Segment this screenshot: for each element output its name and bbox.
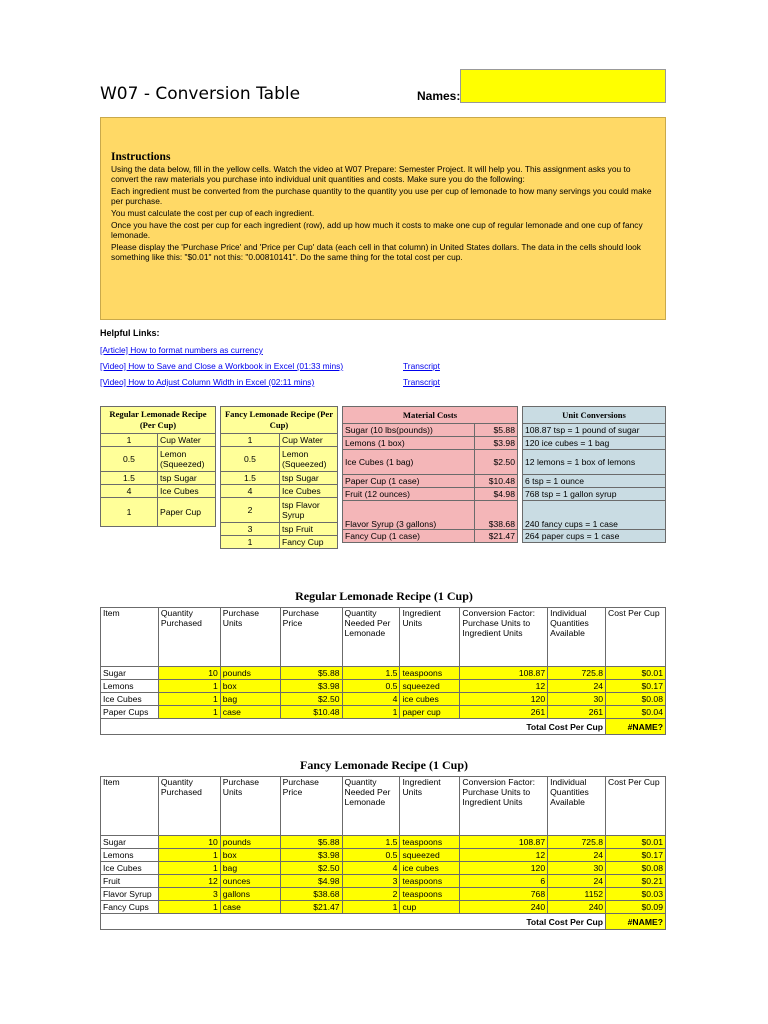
table-row: Ice Cubes 1 bag $2.50 4 ice cubes 120 30 $0.08 — [101, 693, 666, 706]
table-header-row — [101, 777, 666, 836]
column-header: Ingredient Units — [400, 608, 460, 667]
names-label: Names: — [417, 89, 461, 103]
total-value[interactable]: #NAME? — [606, 914, 666, 930]
table-row: Lemons 1 box $3.98 0.5 squeezed 12 24 $0.17 — [101, 680, 666, 693]
table-row: 6 tsp = 1 ounce — [523, 475, 666, 488]
instructions-paragraph: Once you have the cost per cup for each ingredient (row), add up how much it costs to make one cup of regular lemonade and one cup of fancy lemonade. — [111, 220, 643, 240]
material-costs-header: Material Costs — [343, 407, 518, 424]
table-row: 4 Ice Cubes — [221, 485, 338, 498]
table-row: 108.87 tsp = 1 pound of sugar — [523, 424, 666, 437]
table-header-row — [101, 608, 666, 667]
link-transcript-2[interactable]: Transcript — [403, 377, 440, 387]
instructions-paragraph: You must calculate the cost per cup of each ingredient. — [111, 208, 315, 218]
column-header: Quantity Needed Per Lemonade — [342, 777, 400, 836]
fancy-lemonade-table — [100, 776, 666, 930]
instructions-paragraph: Please display the 'Purchase Price' and 'Price per Cup' data (each cell in that column) in United States dollars. The data in the cells should look something like this: "$0.01" not this: "0.00810141". Do the same thing for the total cost per cup. — [111, 242, 641, 262]
instructions-paragraph: Using the data below, fill in the yellow cells. Watch the video at W07 Prepare: Semester Project. It will help you. This assignment asks you to convert the raw materials you purchase into individual unit quantities and costs. Make sure you do the following: — [111, 164, 631, 184]
link-format-currency[interactable]: [Article] How to format numbers as currency — [100, 345, 263, 355]
table-row: 240 fancy cups = 1 case — [523, 501, 666, 530]
link-transcript-1[interactable]: Transcript — [403, 361, 440, 371]
table-row: Sugar 10 pounds $5.88 1.5 teaspoons 108.87 725.8 $0.01 — [101, 836, 666, 849]
link-save-close-workbook[interactable]: [Video] How to Save and Close a Workbook in Excel (01:33 mins) — [100, 361, 344, 371]
column-header: Cost Per Cup — [606, 777, 666, 836]
column-header: Conversion Factor: Purchase Units to Ingredient Units — [460, 608, 548, 667]
helpful-links-label: Helpful Links: — [100, 328, 160, 338]
total-row — [101, 719, 666, 735]
link-adjust-column-width[interactable]: [Video] How to Adjust Column Width in Excel (02:11 mins) — [100, 377, 315, 387]
column-header: Quantity Purchased — [158, 777, 220, 836]
table-row: Lemons (1 box) $3.98 — [343, 437, 518, 450]
table-row: Ice Cubes 1 bag $2.50 4 ice cubes 120 30 $0.08 — [101, 862, 666, 875]
table-row: 0.5 Lemon (Squeezed) — [221, 447, 338, 472]
table-row: 1 Cup Water — [221, 434, 338, 447]
regular-table-title: Regular Lemonade Recipe (1 Cup) — [295, 589, 473, 603]
column-header: Purchase Price — [280, 608, 342, 667]
unit-conversions-table — [522, 406, 666, 543]
column-header: Conversion Factor: Purchase Units to Ingredient Units — [460, 777, 548, 836]
table-row: 1 Fancy Cup — [221, 536, 338, 549]
table-row: 3 tsp Fruit — [221, 523, 338, 536]
instructions-paragraph: Each ingredient must be converted from the purchase quantity to the quantity you use per cup of lemonade to how many servings you could make per purchase. — [111, 186, 652, 206]
column-header: Purchase Price — [280, 777, 342, 836]
column-header: Purchase Units — [220, 777, 280, 836]
total-label: Total Cost Per Cup — [101, 719, 606, 735]
instructions-box — [100, 117, 666, 320]
page-title: W07 - Conversion Table — [100, 84, 301, 104]
table-row: Sugar (10 lbs(pounds)) $5.88 — [343, 424, 518, 437]
column-header: Ingredient Units — [400, 777, 460, 836]
table-row: Fruit 12 ounces $4.98 3 teaspoons 6 24 $0.21 — [101, 875, 666, 888]
total-value[interactable]: #NAME? — [606, 719, 666, 735]
table-row: 1 Cup Water — [101, 434, 216, 447]
fancy-recipe-table — [220, 406, 338, 549]
column-header: Quantity Needed Per Lemonade — [342, 608, 400, 667]
column-header: Individual Quantities Available — [548, 777, 606, 836]
table-row: Paper Cups 1 case $10.48 1 paper cup 261 261 $0.04 — [101, 706, 666, 719]
column-header: Item — [101, 777, 159, 836]
column-header: Individual Quantities Available — [548, 608, 606, 667]
column-header: Item — [101, 608, 159, 667]
total-label: Total Cost Per Cup — [101, 914, 606, 930]
table-row: 264 paper cups = 1 case — [523, 530, 666, 543]
table-row: Lemons 1 box $3.98 0.5 squeezed 12 24 $0.17 — [101, 849, 666, 862]
column-header: Cost Per Cup — [606, 608, 666, 667]
table-row: Paper Cup (1 case) $10.48 — [343, 475, 518, 488]
table-row: Fancy Cup (1 case) $21.47 — [343, 530, 518, 543]
table-row: 12 lemons = 1 box of lemons — [523, 450, 666, 475]
table-row: 120 ice cubes = 1 bag — [523, 437, 666, 450]
total-row — [101, 914, 666, 930]
regular-lemonade-table — [100, 607, 666, 735]
table-row: 0.5 Lemon (Squeezed) — [101, 447, 216, 472]
instructions-heading: Instructions — [111, 151, 171, 163]
table-row: 768 tsp = 1 gallon syrup — [523, 488, 666, 501]
table-row: 2 tsp Flavor Syrup — [221, 498, 338, 523]
table-row: Fruit (12 ounces) $4.98 — [343, 488, 518, 501]
table-row: 1 Paper Cup — [101, 498, 216, 527]
fancy-recipe-header: Fancy Lemonade Recipe (Per Cup) — [221, 407, 338, 434]
unit-conversions-header: Unit Conversions — [523, 407, 666, 424]
table-row: Ice Cubes (1 bag) $2.50 — [343, 450, 518, 475]
fancy-table-title: Fancy Lemonade Recipe (1 Cup) — [300, 758, 468, 772]
column-header: Purchase Units — [220, 608, 280, 667]
table-row: Flavor Syrup (3 gallons) $38.68 — [343, 501, 518, 530]
regular-recipe-header: Regular Lemonade Recipe (Per Cup) — [101, 407, 216, 434]
table-row: Sugar 10 pounds $5.88 1.5 teaspoons 108.87 725.8 $0.01 — [101, 667, 666, 680]
table-row: Flavor Syrup 3 gallons $38.68 2 teaspoons 768 1152 $0.03 — [101, 888, 666, 901]
regular-recipe-table — [100, 406, 216, 527]
table-row: 4 Ice Cubes — [101, 485, 216, 498]
table-row: Fancy Cups 1 case $21.47 1 cup 240 240 $0.09 — [101, 901, 666, 914]
names-input-cell[interactable] — [460, 69, 666, 103]
material-costs-table — [342, 406, 518, 543]
column-header: Quantity Purchased — [158, 608, 220, 667]
table-row: 1.5 tsp Sugar — [221, 472, 338, 485]
table-row: 1.5 tsp Sugar — [101, 472, 216, 485]
